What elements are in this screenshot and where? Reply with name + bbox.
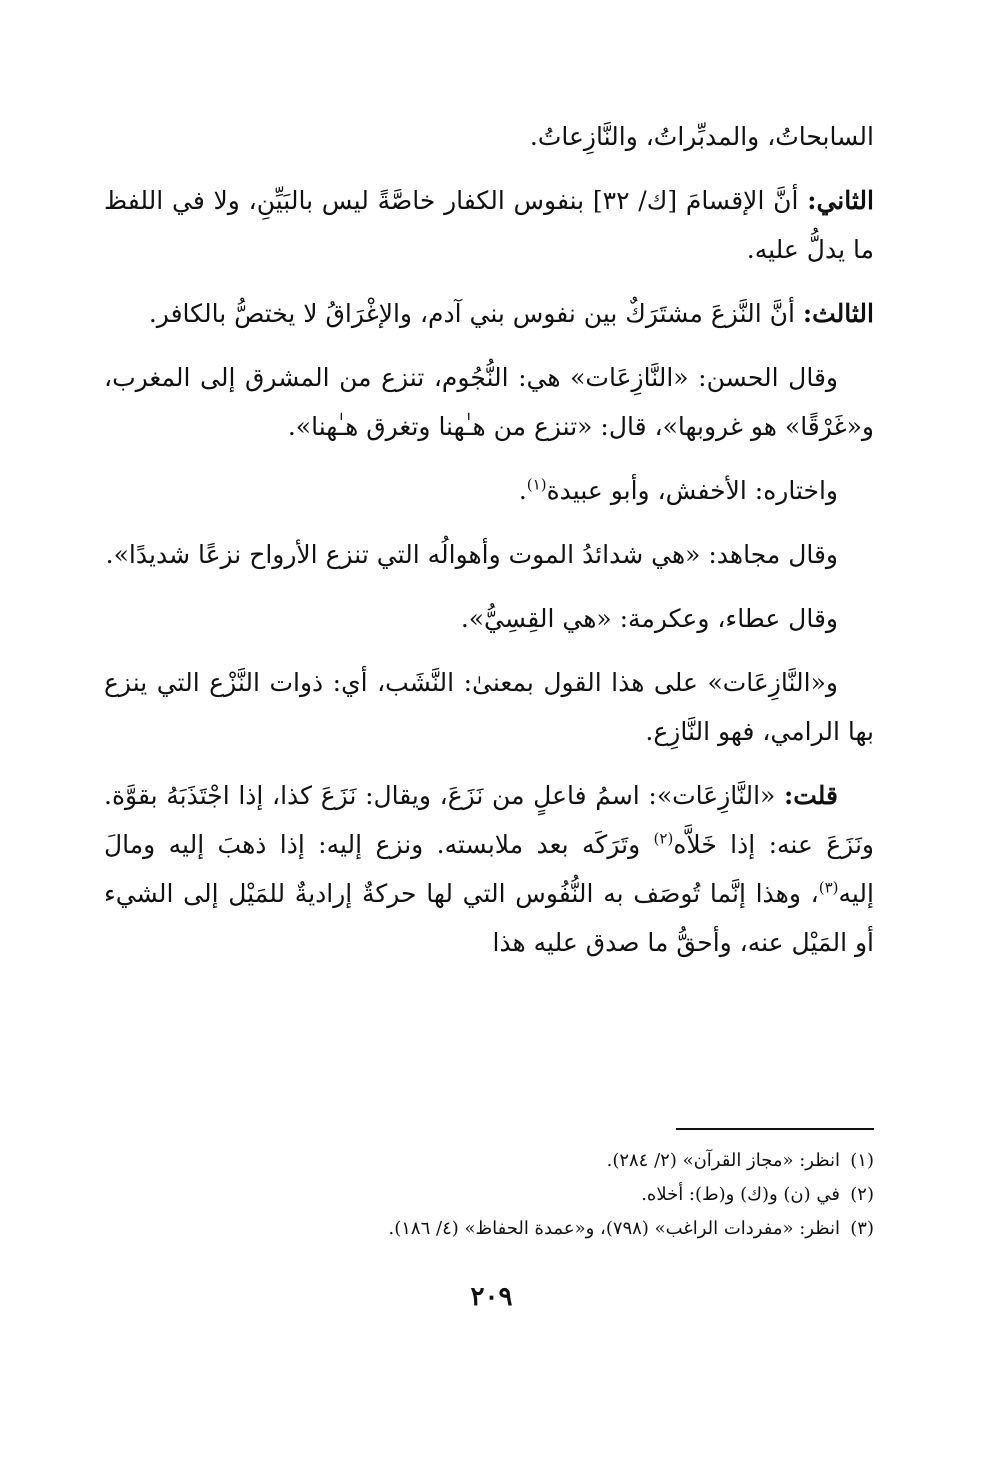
footnote-3 [104,1212,874,1246]
paragraph-2 [104,176,874,274]
paragraph-6-text: وقال مجاهد: «هي شدائدُ الموت وأهوالُه التي تنزع الأرواح نزعًا شديدًا». [105,540,838,569]
footnote-1 [104,1144,874,1178]
footnote-ref-2: (٢) [653,829,674,848]
paragraph-8-text: و«النَّازِعَات» على هذا القول بمعنىٰ: النَّشَب، أي: ذوات النَّزْع التي ينزع بها الرامي، فهو النَّازِع. [104,668,874,746]
footnote-3-number: (٣) [850,1218,874,1239]
paragraph-2-text: أنَّ الإقسامَ [ك/ ٣٢] بنفوس الكفار خاصَّةً ليس بالبَيِّنِ، ولا في اللفظ ما يدلُّ عليه. [104,186,874,264]
footnote-ref-1: (١) [526,475,547,494]
page-body [104,112,874,982]
footnote-2-number: (٢) [850,1184,874,1205]
paragraph-4 [104,353,874,451]
footnote-1-text: انظر: «مجاز القرآن» (٢/ ٢٨٤). [606,1150,840,1171]
paragraph-5-end: . [518,476,527,505]
paragraph-4-text: وقال الحسن: «النَّازِعَات» هي: النُّجُوم، تنزع من المشرق إلى المغرب، و«غَرْقًا» هو غروبها»، قال: «تنزع من هـٰهنا وتغرق هـٰهنا». [104,363,874,441]
paragraph-3-text: أنَّ النَّزعَ مشتَرَكٌ بين نفوس بني آدم، والإغْرَاقُ لا يختصُّ بالكافر. [148,299,803,328]
footnote-2-text: في (ن) و(ك) و(ط): أخلاه. [641,1184,840,1205]
paragraph-9-text-3: ، وهذا إنَّما تُوصَف به النُّفُوس التي لها حركةٌ إراديةٌ للمَيْل إلى الشيء أو المَيْل عنه، وأحقُّ ما صدق عليه هذا [104,879,874,957]
page-number: ٢٠٩ [470,1282,513,1312]
paragraph-9-text-1: «النَّازِعَات»: اسمُ فاعلٍ من نَزَعَ، ويقال: نَزَعَ كذا، إذا اجْتَذَبَهُ بقوَّة. ونَزَعَ عنه: إذا خَلاَّه [104,781,874,859]
footnotes [104,1144,874,1246]
paragraph-5-text: واختاره: الأخفش، وأبو عبيدة [546,476,838,505]
footnote-3-text: انظر: «مفردات الراغب» (٧٩٨)، و«عمدة الحفاظ» (٤/ ١٨٦). [388,1218,840,1239]
paragraph-9 [104,771,874,967]
paragraph-9-text-2: وتَرَكَه بعد ملابسته. ونزع إليه: إذا ذهبَ إليه ومالَ إليه [104,830,874,908]
paragraph-1 [104,112,874,161]
paragraph-8 [104,658,874,756]
paragraph-7 [104,594,874,643]
paragraph-3-lead: الثالث: [802,299,874,328]
paragraph-1-text: السابحاتُ، والمدبِّراتُ، والنَّازِعاتُ. [529,122,874,151]
footnote-1-number: (١) [850,1150,874,1171]
paragraph-2-lead: الثاني: [807,186,874,215]
footnote-ref-3: (٣) [818,878,839,897]
paragraph-9-lead: قلت: [783,781,838,810]
paragraph-5 [104,466,874,515]
footnote-2 [104,1178,874,1212]
footnote-divider [676,1128,874,1130]
paragraph-7-text: وقال عطاء، وعكرمة: «هي القِسِيُّ». [460,604,838,633]
paragraph-3 [104,289,874,338]
paragraph-6 [104,530,874,579]
